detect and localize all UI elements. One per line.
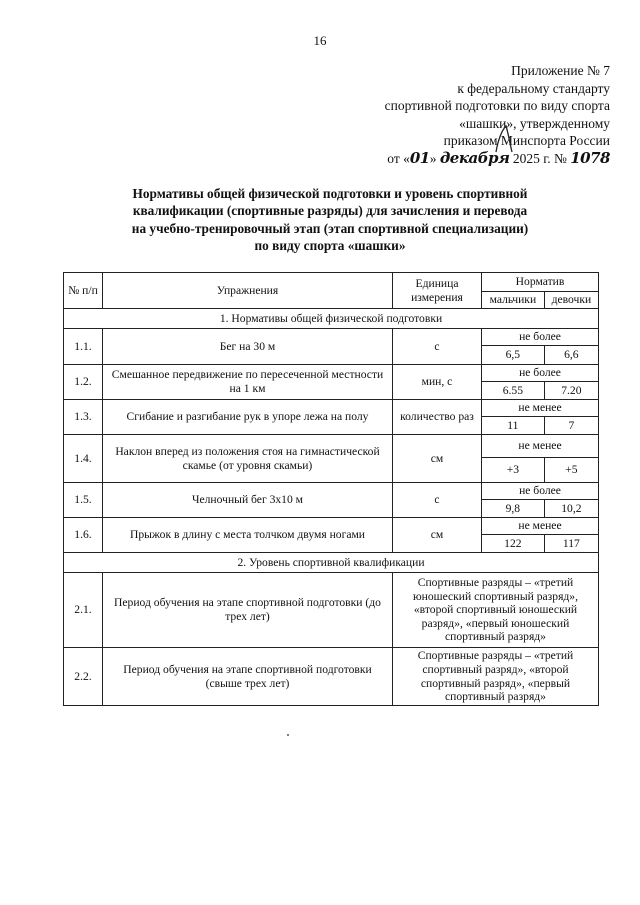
row-qualification-value: Спортивные разряды – «третий юношеский спортивный разряд», «второй спортивный юношеский разряд», «первый юношеский спортивный разряд» [393, 573, 599, 648]
header-boys: мальчики [482, 292, 545, 309]
row-num: 1.6. [64, 518, 103, 553]
row-num: 1.4. [64, 435, 103, 483]
row-girls-value: +5 [544, 458, 598, 483]
row-girls-value: 117 [544, 535, 598, 553]
row-exercise: Прыжок в длину с места толчком двумя ногами [103, 518, 393, 553]
date-month-handwritten: декабря [439, 148, 510, 167]
row-num: 2.1. [64, 573, 103, 648]
header-exercise: Упражнения [103, 273, 393, 309]
row-boys-value: 122 [482, 535, 545, 553]
header-num: № п/п [64, 273, 103, 309]
row-qualifier: не более [482, 329, 599, 346]
row-boys-value: 6.55 [482, 382, 545, 400]
title-line-4: по виду спорта «шашки» [254, 238, 406, 254]
row-qualifier: не более [482, 483, 599, 500]
row-qualifier: не более [482, 365, 599, 382]
header-norm: Норматив [482, 273, 599, 292]
row-num: 2.2. [64, 648, 103, 706]
row-num: 1.5. [64, 483, 103, 518]
row-exercise: Бег на 30 м [103, 329, 393, 365]
row-boys-value: 11 [482, 417, 545, 435]
row-exercise: Челночный бег 3х10 м [103, 483, 393, 518]
row-unit: см [393, 518, 482, 553]
appendix-line-3: спортивной подготовки по виду спорта [384, 98, 610, 114]
date-year: 2025 г. № [512, 150, 567, 166]
title-line-1: Нормативы общей физической подготовки и уровень спортивной [132, 186, 528, 201]
row-exercise: Сгибание и разгибание рук в упоре лежа на полу [103, 400, 393, 435]
table-row [64, 329, 599, 346]
table-row [64, 435, 599, 458]
appendix-title: Приложение № 7 [511, 63, 610, 78]
row-exercise: Период обучения на этапе спортивной подготовки (свыше трех лет) [103, 648, 393, 706]
row-girls-value: 10,2 [544, 500, 598, 518]
row-qualifier: не менее [482, 518, 599, 535]
row-num: 1.1. [64, 329, 103, 365]
title-line-3: на учебно-тренировочный этап (этап спортивной специализации) [131, 220, 529, 236]
scan-speck [287, 734, 289, 736]
section-heading-2: 2. Уровень спортивной квалификации [64, 553, 599, 573]
date-day-handwritten: 01 [409, 148, 430, 167]
row-boys-value: 9,8 [482, 500, 545, 518]
document-title [95, 185, 565, 255]
row-num: 1.2. [64, 365, 103, 400]
row-exercise: Период обучения на этапе спортивной подготовки (до трех лет) [103, 573, 393, 648]
row-boys-value: 6,5 [482, 346, 545, 365]
table-row [64, 483, 599, 500]
row-unit: с [393, 329, 482, 365]
appendix-line-2: к федеральному стандарту [457, 80, 610, 96]
appendix-line-4: «шашки», утвержденному [459, 115, 610, 131]
date-prefix: от « [387, 150, 410, 166]
row-girls-value: 7.20 [544, 382, 598, 400]
row-unit: мин, с [393, 365, 482, 400]
header-girls: девочки [544, 292, 598, 309]
row-unit: с [393, 483, 482, 518]
row-exercise: Смешанное передвижение по пересеченной местности на 1 км [103, 365, 393, 400]
row-unit: количество раз [393, 400, 482, 435]
row-qualification-value: Спортивные разряды – «третий спортивный разряд», «второй спортивный разряд», «первый спортивный разряд» [393, 648, 599, 706]
header-unit: Единица измерения [393, 273, 482, 309]
row-girls-value: 6,6 [544, 346, 598, 365]
appendix-block [300, 62, 610, 168]
table-row [64, 573, 599, 648]
page-number: 16 [313, 33, 327, 48]
table-row [64, 518, 599, 535]
row-qualifier: не менее [482, 400, 599, 417]
appendix-line-5: приказом Минспорта России [443, 133, 610, 149]
table-row [64, 365, 599, 382]
row-qualifier: не менее [482, 435, 599, 458]
norms-table [63, 272, 599, 706]
table-row [64, 400, 599, 417]
signature-stroke [488, 122, 528, 156]
table-row [64, 648, 599, 706]
title-line-2: квалификации (спортивные разряды) для зачисления и перевода [132, 203, 528, 219]
row-girls-value: 7 [544, 417, 598, 435]
row-unit: см [393, 435, 482, 483]
row-num: 1.3. [64, 400, 103, 435]
row-exercise: Наклон вперед из положения стоя на гимнастической скамье (от уровня скамьи) [103, 435, 393, 483]
row-boys-value: +3 [482, 458, 545, 483]
order-number-handwritten: 1078 [570, 148, 610, 167]
date-mid: » [429, 150, 437, 166]
appendix-date-line [300, 150, 610, 168]
section-heading-1: 1. Нормативы общей физической подготовки [64, 309, 599, 329]
